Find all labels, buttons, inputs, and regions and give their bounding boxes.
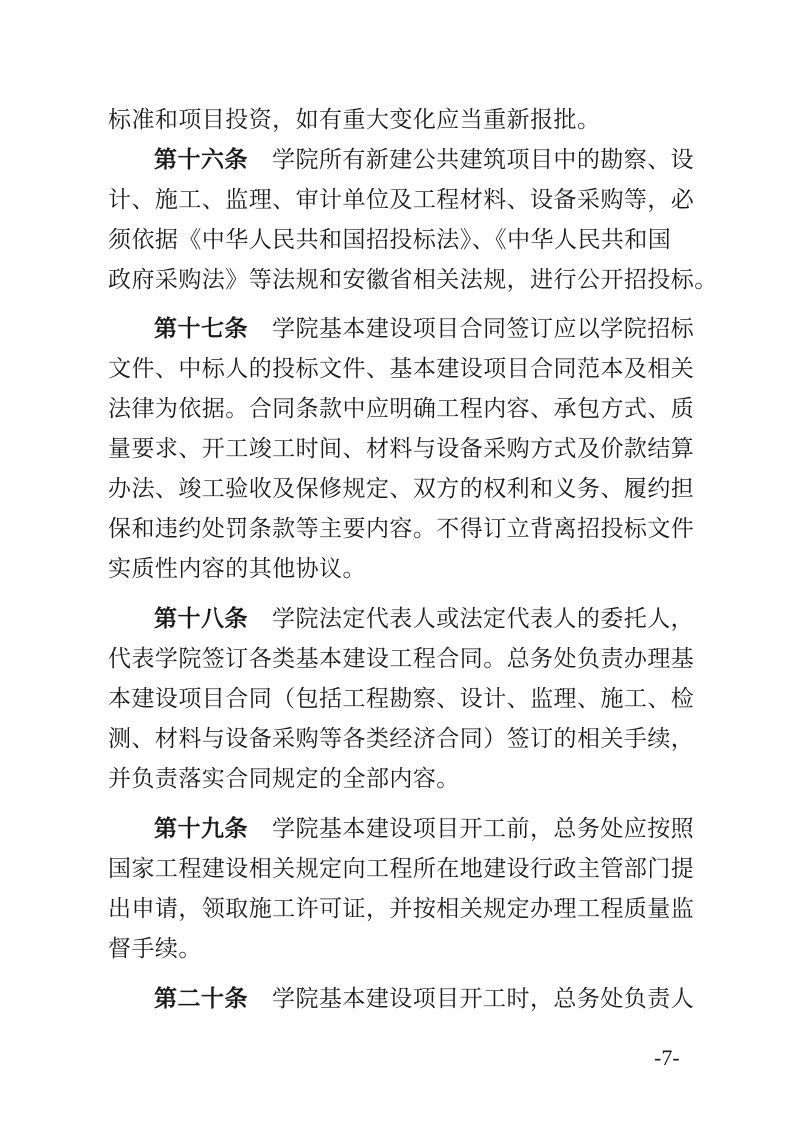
paragraph-line: 学院基本建设项目开工时，总务处负责人 [272, 986, 695, 1012]
paragraph-line: 法律为依据。合同条款中应明确工程内容、承包方式、质 [108, 396, 695, 422]
article-20-first-line [154, 984, 694, 1014]
page-number: -7- [654, 1045, 680, 1070]
paragraph-line: 办法、竣工验收及保修规定、双方的权利和义务、履约担 [108, 476, 695, 502]
article-heading: 第十七条 [154, 316, 248, 342]
paragraph-line: 学院基本建设项目合同签订应以学院招标 [272, 316, 695, 342]
article-17-first-line [154, 314, 694, 344]
paragraph-line: 学院法定代表人或法定代表人的委托人， [272, 606, 695, 632]
paragraph-line: 计、施工、监理、审计单位及工程材料、设备采购等，必 [108, 187, 695, 213]
paragraph-line: 须依据《中华人民共和国招投标法》、《中华人民共和国 [108, 227, 672, 253]
paragraph-line: 国家工程建设相关规定向工程所在地建设行政主管部门提 [108, 856, 695, 882]
article-18-first-line [154, 604, 694, 634]
article-heading: 第十六条 [154, 147, 248, 173]
article-16-first-line [154, 145, 694, 175]
paragraph-line: 督手续。 [108, 936, 202, 962]
article-19-first-line [154, 814, 694, 844]
paragraph-line: 测、材料与设备采购等各类经济合同）签订的相关手续， [108, 726, 695, 752]
paragraph-line: 实质性内容的其他协议。 [108, 556, 366, 582]
article-heading: 第十九条 [154, 816, 248, 842]
paragraph-line: 并负责落实合同规定的全部内容。 [108, 766, 460, 792]
paragraph-line: 标准和项目投资，如有重大变化应当重新报批。 [108, 107, 601, 133]
paragraph-line: 保和违约处罚条款等主要内容。不得订立背离招投标文件 [108, 516, 695, 542]
paragraph-line: 学院所有新建公共建筑项目中的勘察、设 [272, 147, 695, 173]
paragraph-line: 学院基本建设项目开工前，总务处应按照 [272, 816, 695, 842]
paragraph-line: 代表学院签订各类基本建设工程合同。总务处负责办理基 [108, 646, 695, 672]
paragraph-line: 量要求、开工竣工时间、材料与设备采购方式及价款结算 [108, 436, 695, 462]
paragraph-line: 本建设项目合同（包括工程勘察、设计、监理、施工、检 [108, 686, 695, 712]
article-heading: 第十八条 [154, 606, 248, 632]
paragraph-line: 文件、中标人的投标文件、基本建设项目合同范本及相关 [108, 356, 695, 382]
paragraph-line: 政府采购法》等法规和安徽省相关法规，进行公开招投标。 [108, 267, 718, 293]
article-heading: 第二十条 [154, 986, 248, 1012]
paragraph-line: 出申请，领取施工许可证，并按相关规定办理工程质量监 [108, 896, 695, 922]
